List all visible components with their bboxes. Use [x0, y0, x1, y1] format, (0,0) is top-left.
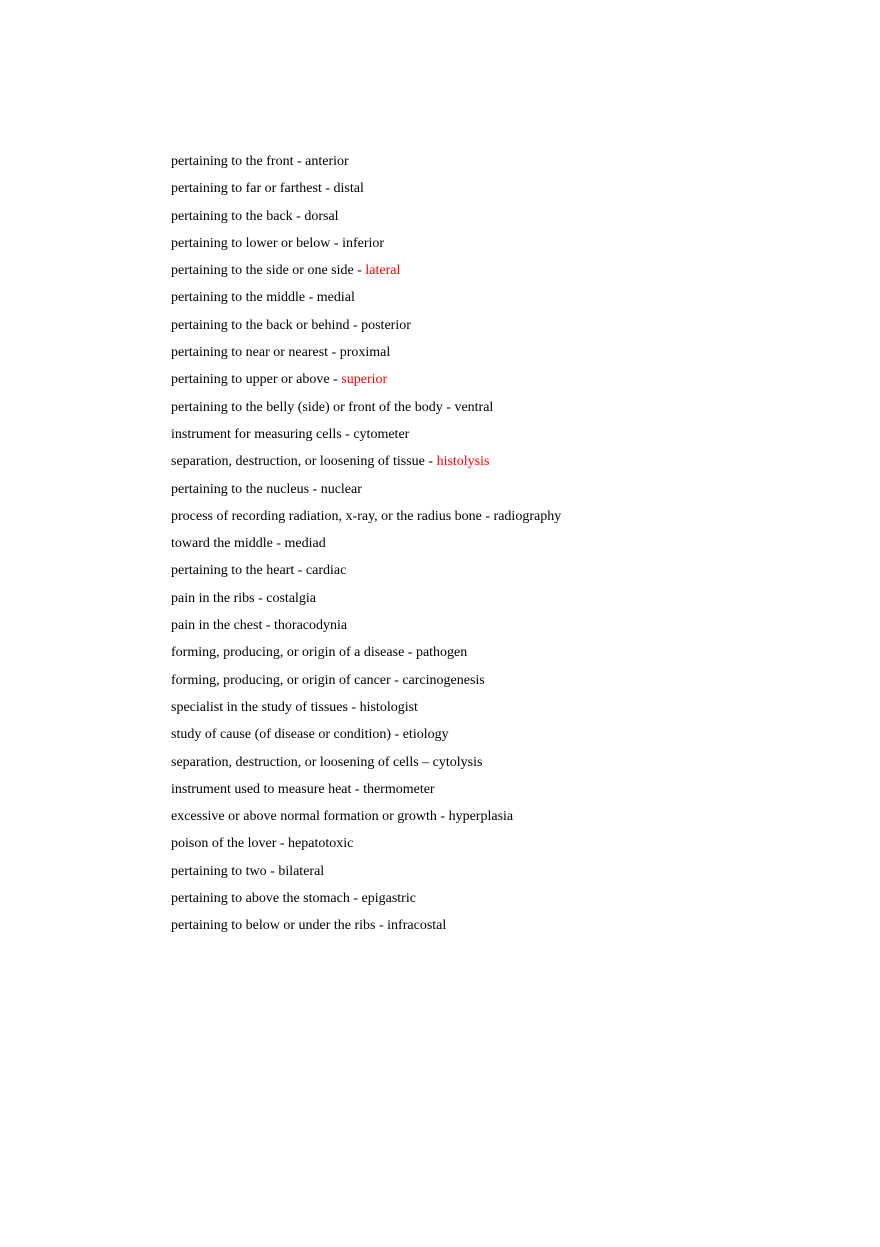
term-text: bilateral — [278, 863, 325, 879]
definition-text: pertaining to near or nearest - — [171, 345, 340, 361]
definition-text: pertaining to the back - — [171, 208, 305, 224]
term-text: thermometer — [363, 781, 435, 797]
list-item — [171, 721, 561, 748]
definition-text: pertaining to the belly (side) or front of the body - — [171, 399, 455, 415]
list-item — [171, 476, 561, 503]
definition-text: pertaining to the heart - — [171, 563, 306, 579]
term-text: medial — [316, 290, 355, 306]
list-item — [171, 667, 561, 694]
definition-text: pertaining to the side or one side - — [171, 263, 366, 279]
definition-text: pertaining to upper or above - — [171, 372, 342, 388]
definition-text: forming, producing, or origin of a disease - — [171, 645, 416, 661]
term-text: pathogen — [415, 645, 468, 661]
term-text: costalgia — [266, 590, 317, 606]
list-item — [171, 421, 561, 448]
definition-text: pertaining to lower or below - — [171, 235, 343, 251]
definition-text: pertaining to the front - — [171, 154, 306, 169]
term-text: carcinogenesis — [402, 672, 485, 688]
definition-text: process of recording radiation, x-ray, or the radius bone - — [171, 508, 494, 524]
definition-text: pertaining to above the stomach - — [171, 891, 362, 907]
term-text: ventral — [454, 399, 494, 415]
definition-text: separation, destruction, or loosening of tissue - — [171, 454, 437, 470]
term-text: histologist — [359, 699, 418, 715]
term-text: dorsal — [304, 208, 339, 224]
list-item — [171, 885, 561, 912]
list-item — [171, 503, 561, 530]
definition-text: pain in the ribs - — [171, 590, 267, 606]
list-item — [171, 312, 561, 339]
term-text: cardiac — [305, 563, 347, 579]
definition-text: excessive or above normal formation or growth - — [171, 809, 449, 825]
definition-text: instrument for measuring cells - — [171, 426, 354, 442]
term-text: infracostal — [387, 918, 447, 934]
term-text: proximal — [339, 345, 391, 361]
highlighted-term: superior — [341, 372, 388, 388]
term-text: posterior — [361, 317, 411, 333]
definition-text: separation, destruction, or loosening of cells – — [171, 754, 433, 770]
term-text: radiography — [493, 508, 562, 524]
term-text: hepatotoxic — [288, 836, 354, 852]
list-item — [171, 230, 561, 257]
definition-text: pertaining to the nucleus - — [171, 481, 321, 497]
highlighted-term: histolysis — [436, 454, 490, 470]
definition-text: specialist in the study of tissues - — [171, 699, 360, 715]
list-item — [171, 203, 561, 230]
list-item — [171, 776, 561, 803]
term-text: etiology — [402, 727, 449, 743]
list-item — [171, 339, 561, 366]
list-item — [171, 394, 561, 421]
term-text: nuclear — [320, 481, 362, 497]
list-item — [171, 694, 561, 721]
list-item — [171, 858, 561, 885]
list-item — [171, 612, 561, 639]
term-text: anterior — [305, 154, 349, 169]
definition-text: toward the middle - — [171, 536, 285, 552]
term-text: hyperplasia — [448, 809, 514, 825]
definition-text: pertaining to far or farthest - — [171, 181, 334, 197]
list-item — [171, 830, 561, 857]
definition-text: pertaining to below or under the ribs - — [171, 918, 388, 934]
list-item — [171, 257, 561, 284]
term-text: cytometer — [353, 426, 410, 442]
term-text: cytolysis — [432, 754, 483, 770]
list-item — [171, 585, 561, 612]
list-item — [171, 366, 561, 393]
definition-text: pertaining to the back or behind - — [171, 317, 362, 333]
definition-text: forming, producing, or origin of cancer - — [171, 672, 403, 688]
list-item — [171, 148, 561, 175]
term-text: mediad — [284, 536, 326, 552]
list-item — [171, 912, 561, 939]
definition-text: poison of the lover - — [171, 836, 289, 852]
list-item — [171, 530, 561, 557]
term-text: distal — [333, 181, 364, 197]
list-item — [171, 639, 561, 666]
list-item — [171, 284, 561, 311]
list-item — [171, 803, 561, 830]
term-text: epigastric — [361, 891, 416, 907]
definition-text: pain in the chest - — [171, 618, 275, 634]
highlighted-term: lateral — [365, 263, 401, 279]
definition-text: pertaining to the middle - — [171, 290, 317, 306]
list-item — [171, 175, 561, 202]
term-text: thoracodynia — [274, 618, 348, 634]
term-list — [171, 148, 561, 940]
definition-text: instrument used to measure heat - — [171, 781, 364, 797]
list-item — [171, 448, 561, 475]
definition-text: pertaining to two - — [171, 863, 279, 879]
definition-text: study of cause (of disease or condition) - — [171, 727, 403, 743]
list-item — [171, 749, 561, 776]
list-item — [171, 557, 561, 584]
term-text: inferior — [342, 235, 385, 251]
